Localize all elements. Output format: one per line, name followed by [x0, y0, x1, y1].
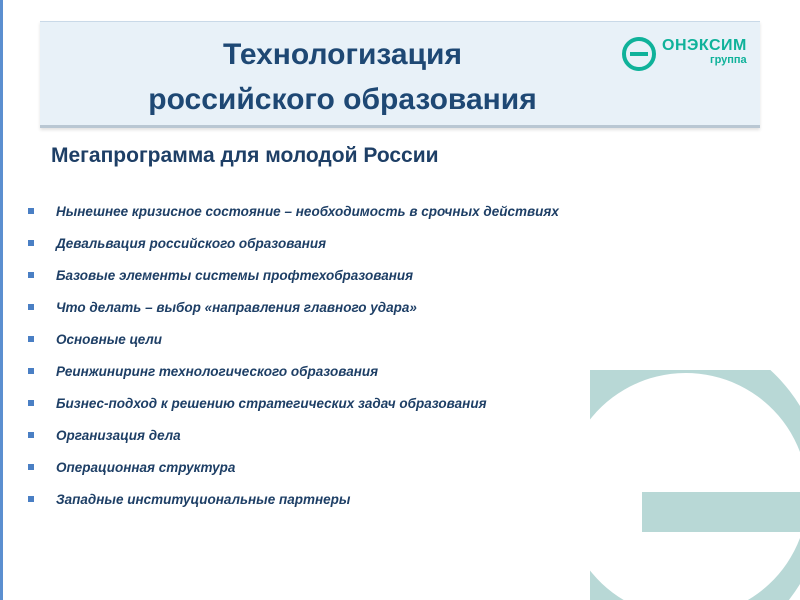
list-item-text: Что делать – выбор «направления главного удара» [56, 300, 417, 315]
title-line-1: Технологизация [222, 38, 463, 71]
list-item [0, 228, 800, 260]
bullet-icon [28, 496, 34, 502]
list-item-text: Операционная структура [56, 460, 236, 475]
list-item-text: Реинжиниринг технологического образования [56, 364, 379, 379]
bullet-icon [28, 400, 34, 406]
list-item-text: Базовые элементы системы профтехобразования [56, 268, 414, 283]
bullet-icon [28, 240, 34, 246]
list-item [0, 260, 800, 292]
bullet-icon [28, 432, 34, 438]
list-item-text: Западные институциональные партнеры [56, 492, 351, 507]
page-title [130, 32, 555, 122]
list-item [0, 324, 800, 356]
list-item [0, 292, 800, 324]
logo-name: ОНЭКСИМ [662, 37, 747, 54]
bullet-icon [28, 272, 34, 278]
bullet-icon [28, 208, 34, 214]
bullet-icon [28, 336, 34, 342]
section-subtitle: Мегапрограмма для молодой России [51, 144, 439, 167]
logo-subtitle: группа [710, 54, 747, 66]
company-logo [622, 34, 762, 74]
bullet-icon [28, 304, 34, 310]
watermark-logo-icon [590, 370, 800, 600]
logo-mark-icon [622, 37, 656, 71]
title-line-2: российского образования [148, 83, 537, 116]
list-item-text: Бизнес-подход к решению стратегических задач образования [56, 396, 487, 411]
list-item-text: Нынешнее кризисное состояние – необходимость в срочных действиях [56, 204, 559, 219]
list-item-text: Основные цели [56, 332, 163, 347]
bullet-icon [28, 464, 34, 470]
list-item-text: Девальвация российского образования [56, 236, 327, 251]
list-item-text: Организация дела [56, 428, 181, 443]
header-banner [40, 21, 760, 128]
bullet-icon [28, 368, 34, 374]
list-item [0, 196, 800, 228]
